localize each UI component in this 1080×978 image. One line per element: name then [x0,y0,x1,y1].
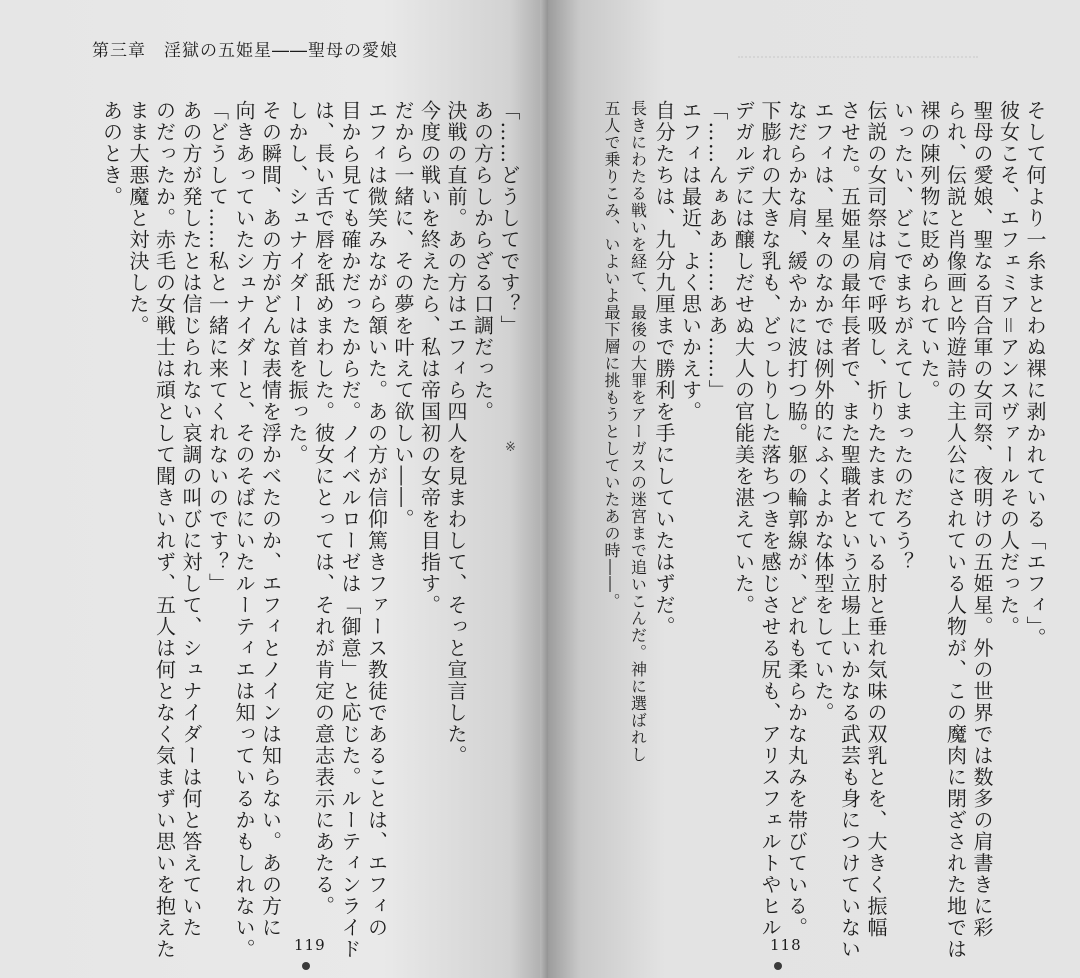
text-line: 目から見ても確かだったからだ。ノイベルローゼは「御意」と応じた。ルーティンライド [338,100,362,960]
text-line: 下膨れの大きな乳も、どっしりした落ちつきを感じさせる尻も、アリスフェルトやヒル [758,100,782,939]
page-number: 118 [770,936,802,954]
text-line: られ、伝説と肖像画と吟遊詩の主人公にされている人物が、この魔肉に閉ざされた地では [943,100,968,960]
section-break-mark: ※ [505,440,516,455]
text-line: 裸の陳列物に貶められていた。 [917,100,941,401]
text-line: エフィは最近、よく思いかえす。 [678,100,703,423]
text-line: 聖母の愛娘、聖なる百合軍の女司祭、夜明けの五姫星。外の世界では数多の肩書きに彩 [970,100,994,939]
text-line: デガルデには醸しだせぬ大人の官能美を湛えていた。 [731,100,756,616]
text-line: 「……どうしてです？」 [497,100,521,337]
text-line: あのとき。 [99,100,124,208]
text-line: 今度の戦いを終えたら、私は帝国初の女帝を目指す。 [417,100,442,616]
text-line: まま大悪魔と対決した。 [126,100,150,337]
page-number: 119 [294,936,326,954]
text-line: 「どうして……私と一緒に来てくれないのです？」 [205,100,230,595]
faint-bleedthrough [738,38,978,58]
text-line: 五人で乗りこみ、いよいよ最下層に挑もうとしていたあの時――。 [602,100,621,610]
text-line: 伝説の女司祭は肩で呼吸し、折りたたまれている肘と垂れ気味の双乳とを、大きく振幅 [864,100,888,939]
text-line: あの方が発したとは信じられない哀調の叫びに対して、シュナイダーは何と答えていた [179,100,203,939]
text-line: のだったか。赤毛の女戦士は頑として聞きいれず、五人は何となく気まずい思いを抱えた [152,100,177,960]
binding-hole [302,962,310,970]
binding-hole [774,962,782,970]
text-line: させた。五姫星の最年長者で、また聖職者という立場上いかなる武芸も身につけていない [837,100,862,960]
text-line: いったい、どこでまちがえてしまったのだろう？ [890,100,915,573]
text-line: そして何より一糸まとわぬ裸に剥かれている「エフィ」。 [1023,100,1047,649]
text-line: あの方らしからざる口調だった。 [470,100,495,423]
text-line: 長きにわたる戦いを経て、最後の大罪をアーガスの迷宮まで追いこんだ。神に選ばれし [628,100,648,763]
right-page [548,0,1080,978]
text-line: 向きあっていたシュナイダーと、そのそばにいたルーティエは知っているかもしれない。 [232,100,256,960]
text-line: なだらかな肩、緩やかに波打つ脇。躯の輪郭線が、どれも柔らかな丸みを帯びている。 [784,100,809,939]
text-line: だから一緒に、その夢を叶えて欲しい――。 [391,100,415,530]
text-line: は、長い舌で唇を舐めまわした。彼女にとっては、それが肯定の意志表示にあたる。 [311,100,336,917]
running-head: 第三章 淫獄の五姫星――聖母の愛娘 [92,41,398,61]
text-line: 決戦の直前。あの方はエフィら四人を見まわして、そっと宣言した。 [444,100,468,767]
text-line: 自分たちは、九分九厘まで勝利を手にしていたはずだ。 [652,100,676,638]
text-line: エフィは、星々のなかでは例外的にふくよかな体型をしていた。 [811,100,835,724]
text-line: その瞬間、あの方がどんな表情を浮かべたのか、エフィとノインは知らない。あの方に [258,100,283,939]
text-line: 彼女こそ、エフェミア＝アンスヴァールその人だった。 [996,100,1021,638]
text-line: 「……んぁああ……ああ……」 [705,100,729,401]
text-line: しかし、シュナイダーは首を振った。 [285,100,309,466]
text-line: エフィは微笑みながら頷いた。あの方が信仰篤きファース教徒であることは、エフィの [364,100,389,939]
